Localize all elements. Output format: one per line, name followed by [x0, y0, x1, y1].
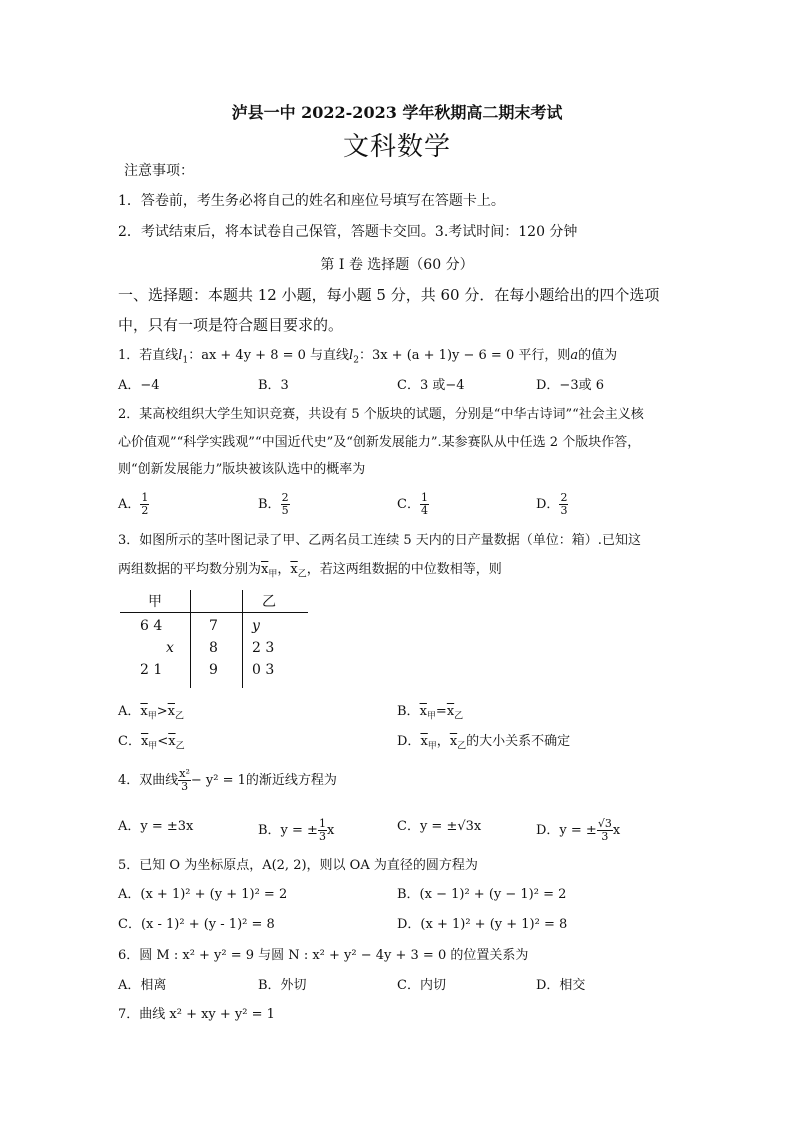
- stem-leaf-r3-left: 2 1: [140, 662, 163, 678]
- question-1-option-a: A．−4: [118, 378, 160, 393]
- question-3-line1: 3．如图所示的茎叶图记录了甲、乙两名员工连续 5 天内的日产量数据（单位：箱）.已知这: [118, 533, 641, 548]
- question-1-stem: 1．若直线$l_1$：ax + 4y + 8 = 0 与直线$l_2$：3x + (a + 1)y − 6 = 0 平行，则a的值为: [118, 348, 618, 366]
- question-3-option-c: C．$\overline{x}_甲<\overline{x}_乙$: [118, 734, 185, 752]
- stem-leaf-r2-right: 2 3: [252, 640, 275, 656]
- section-intro-line2: 中，只有一项是符合题目要求的。: [118, 316, 344, 334]
- question-6-option-b: B．外切: [258, 978, 307, 993]
- question-4-stem: 4．双曲线 $\frac{\text{x²}}{3}$ − y² = 1的渐近线方程为: [118, 767, 337, 793]
- stem-leaf-r2-stem: 8: [209, 640, 218, 656]
- question-3-option-b: B．$\overline{x}_甲=\overline{x}_乙$: [397, 704, 464, 722]
- question-5-option-b: B．(x − 1)² + (y − 1)² = 2: [397, 887, 567, 902]
- notice-heading: 注意事项：: [124, 163, 194, 179]
- question-2-option-d: D． $\frac{2}{3}$: [536, 491, 568, 517]
- question-6-option-a: A．相离: [118, 978, 167, 993]
- question-2-line2: 心价值观”“科学实践观”“中国近代史”及“创新发展能力”.某参赛队从中任选 2 个版块作答，: [118, 435, 641, 450]
- section-intro-line1: 一、选择题：本题共 12 小题，每小题 5 分，共 60 分．在每小题给出的四个选项: [118, 286, 660, 304]
- notice-item-1: 1．答卷前，考生务必将自己的姓名和座位号填写在答题卡上。: [118, 193, 505, 209]
- question-2-option-a: A． $\frac{1}{2}$: [118, 491, 149, 517]
- exam-subject: 文科数学: [342, 132, 451, 162]
- question-4-option-c: C．y = ±√3x: [397, 819, 482, 834]
- question-2-line3: 则“创新发展能力”版块被该队选中的概率为: [118, 462, 366, 477]
- stem-leaf-r3-right: 0 3: [252, 662, 275, 678]
- question-6-option-d: D．相交: [536, 978, 586, 993]
- stem-leaf-head-yi: 乙: [262, 594, 276, 610]
- stem-leaf-head-jia: 甲: [148, 594, 162, 610]
- question-5-option-a: A．(x + 1)² + (y + 1)² = 2: [118, 887, 288, 902]
- question-4-option-a: A．y = ±3x: [118, 819, 194, 834]
- stem-leaf-r1-right: y: [252, 618, 260, 634]
- question-1-option-d: D．−3或 6: [536, 378, 604, 393]
- question-2-line1: 2．某高校组织大学生知识竞赛，共设有 5 个版块的试题，分别是“中华古诗词”“社会主义核: [118, 407, 644, 422]
- exam-title: 泸县一中 2022-2023 学年秋期高二期末考试: [231, 103, 563, 122]
- question-5-option-c: C．(x - 1)² + (y - 1)² = 8: [118, 917, 275, 932]
- notice-item-2: 2．考试结束后，将本试卷自己保管，答题卡交回。3.考试时间：120 分钟: [118, 224, 578, 240]
- question-3-line2: 两组数据的平均数分别为$\overline{x}_甲$，$\overline{x}_乙$，若这两组数据的中位数相等，则: [118, 562, 502, 580]
- stem-leaf-right-rule: [242, 590, 243, 688]
- stem-leaf-header-rule: [120, 612, 308, 613]
- question-1-option-c: C．3 或−4: [397, 378, 465, 393]
- stem-leaf-r3-stem: 9: [209, 662, 218, 678]
- stem-leaf-r2-left: x: [166, 640, 174, 656]
- question-7-stem: 7．曲线 x² + xy + y² = 1: [118, 1007, 275, 1022]
- question-6-stem: 6．圆 M : x² + y² = 9 与圆 N : x² + y² − 4y + 3 = 0 的位置关系为: [118, 948, 529, 963]
- stem-leaf-r1-stem: 7: [209, 618, 218, 634]
- question-4-option-d: D．y = ± $\frac{√3}{3}$ x: [536, 817, 621, 843]
- stem-leaf-r1-left: 6 4: [140, 618, 163, 634]
- question-3-option-a: A．$\overline{x}_甲>\overline{x}_乙$: [118, 704, 185, 722]
- question-3-option-d: D．$\overline{x}_甲$，$\overline{x}_乙$的大小关系不确定: [397, 734, 571, 752]
- stem-leaf-left-rule: [190, 590, 191, 688]
- question-6-option-c: C．内切: [397, 978, 446, 993]
- section-label: 第 I 卷 选择题（60 分）: [320, 257, 474, 273]
- question-1-option-b: B．3: [258, 378, 289, 393]
- question-2-option-c: C． $\frac{1}{4}$: [397, 491, 428, 517]
- question-4-option-b: B．y = ± $\frac{1}{3}$ x: [258, 817, 335, 843]
- stem-leaf-plot: [120, 590, 310, 690]
- question-2-option-b: B． $\frac{2}{5}$: [258, 491, 289, 517]
- question-5-stem: 5．已知 O 为坐标原点，A(2, 2)，则以 OA 为直径的圆方程为: [118, 858, 478, 873]
- question-5-option-d: D．(x + 1)² + (y + 1)² = 8: [397, 917, 568, 932]
